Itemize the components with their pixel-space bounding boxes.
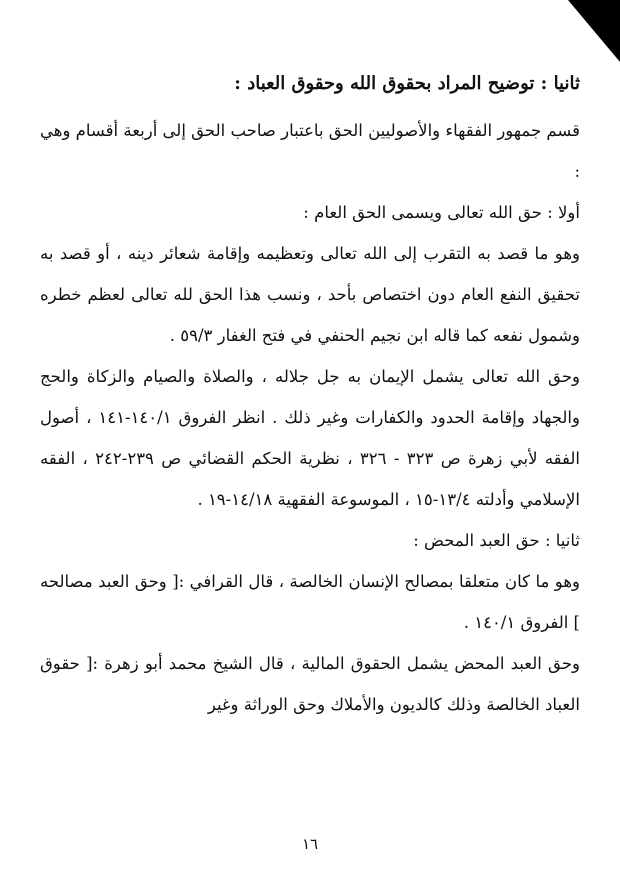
paragraph-servant-right-scope: وحق العبد المحض يشمل الحقوق المالية ، قال الشيخ محمد أبو زهرة :[ حقوق العباد الخالصة وذلك كالديون والأملاك وحق الوراثة وغير (40, 654, 580, 714)
corner-triangle-mark (568, 0, 620, 62)
paragraph-rights-of-god-scope: وحق الله تعالى يشمل الإيمان به جل جلاله ، والصلاة والصيام والزكاة والحج والجهاد وإقامة الحدود والكفارات وغير ذلك . انظر الفروق ١٤٠/١-١٤١ ، أصول الفقه لأبي زهرة ص ٣٢٣ - ٣٢٦ ، نظرية الحكم القضائي ص ٢٣٩-٢٤٢ ، الفقه الإسلامي وأدلته ١٣/٤-١٥ ، الموسوعة الفقهية ١٤/١٨-١٩ . (40, 367, 580, 509)
section-heading: ثانيا : توضيح المراد بحقوق الله وحقوق العباد : (234, 73, 580, 94)
paragraph-rights-of-god-definition: وهو ما قصد به التقرب إلى الله تعالى وتعظيمه وإقامة شعائر دينه ، أو قصد به تحقيق النفع العام دون اختصاص بأحد ، ونسب هذا الحق لله تعالى لعظم خطره وشمول نفعه كما قاله ابن نجيم الحنفي في فتح الغفار ٥٩/٣ . (40, 244, 580, 345)
intro-paragraph: قسم جمهور الفقهاء والأصوليين الحق باعتبار صاحب الحق إلى أربعة أقسام وهي : (40, 121, 580, 181)
document-body (40, 68, 580, 725)
paragraph-servant-right-definition: وهو ما كان متعلقا بمصالح الإنسان الخالصة ، قال القرافي :[ وحق العبد مصالحه ] الفروق ١٤٠/١ . (40, 572, 580, 632)
subsection-title-rights-of-god: أولا : حق الله تعالى ويسمى الحق العام : (303, 203, 580, 222)
page-number: ١٦ (301, 835, 319, 853)
subsection-title-pure-right-of-servant: ثانيا : حق العبد المحض : (413, 531, 580, 550)
